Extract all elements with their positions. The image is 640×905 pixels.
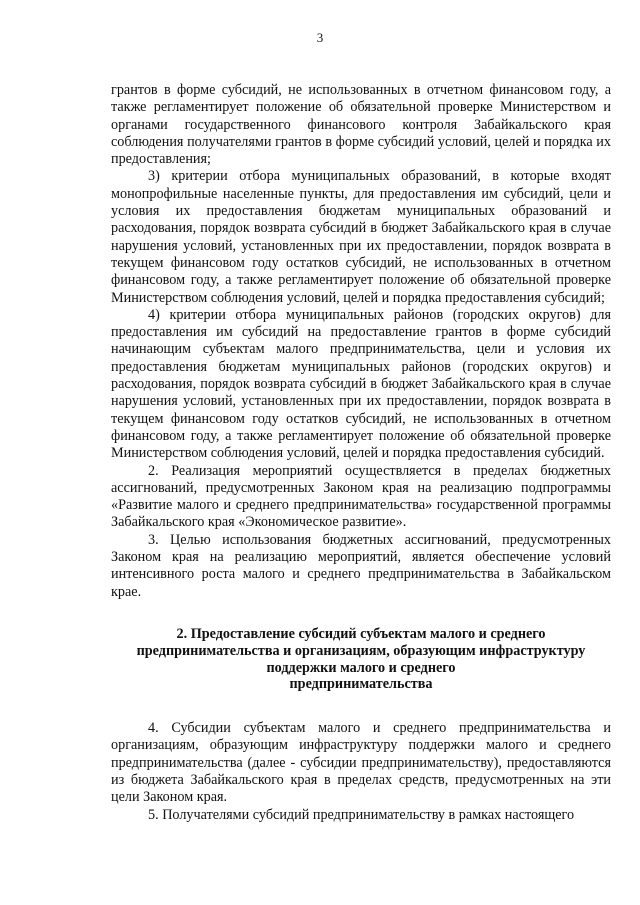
paragraph-item-3: 3) критерии отбора муниципальных образований, в которые входят монопрофильные населенные пункты, для предоставления им субсидий, цели и условия их предоставления бюджетам муниципальных образований и расходования, порядок возврата субсидий в бюджет Забайкальского края в случае нарушения условий, установленных при их предоставлении, порядок возврата в текущем финансовом году остатков субсидий, не использованных в отчетном финансовом году, а также регламентирует положение об обязательной проверке Министерством соблюдения условий, целей и порядка предоставления субсидий; [111, 168, 611, 306]
paragraph-clause-4: 4. Субсидии субъектам малого и среднего предпринимательства и организациям, образующим инфраструктуру поддержки малого и среднего предпринимательства (далее - субсидии предпринимательству), предоставляются из бюджета Забайкальского края в пределах средств, предусмотренных на эти цели Законом края. [111, 720, 611, 806]
paragraph-grants-continuation: грантов в форме субсидий, не использованных в отчетном финансовом году, а также регламентирует положение об обязательной проверке Министерством и органами государственного финансового контроля Забайкальского края соблюдения получателями грантов в форме субсидий условий, целей и порядка их предоставления; [111, 82, 611, 168]
document-body [111, 82, 611, 824]
section-heading-line: предпринимательства и организациям, образующим инфраструктуру [136, 642, 586, 659]
section-heading-line: предпринимательства [289, 676, 433, 693]
section-heading [111, 626, 611, 693]
paragraph-item-4: 4) критерии отбора муниципальных районов (городских округов) для предоставления им субсидий на предоставление грантов в форме субсидий начинающим субъектам малого предпринимательства, цели и условия их предоставления бюджетам муниципальных районов (городских округов) и расходования, порядок возврата субсидий в бюджет Забайкальского края в случае нарушения условий, установленных при их предоставлении, порядок возврата в текущем финансовом году остатков субсидий, не использованных в отчетном финансовом году, а также регламентирует положение об обязательной проверке Министерством соблюдения условий, целей и порядка предоставления субсидий. [111, 306, 611, 462]
paragraph-clause-2: 2. Реализация мероприятий осуществляется в пределах бюджетных ассигнований, предусмотренных Законом края на реализацию подпрограммы «Развитие малого и среднего предпринимательства» государственной программы Забайкальского края «Экономическое развитие». [111, 462, 611, 531]
paragraph-clause-3: 3. Целью использования бюджетных ассигнований, предусмотренных Законом края на реализацию мероприятий, является обеспечение условий интенсивного роста малого и среднего предпринимательства в Забайкальском крае. [111, 531, 611, 600]
section-heading-line: поддержки малого и среднего [266, 659, 456, 676]
page-number: 3 [316, 30, 324, 45]
section-heading-line: 2. Предоставление субсидий субъектам малого и среднего [176, 625, 546, 642]
paragraph-clause-5: 5. Получателями субсидий предпринимательству в рамках настоящего [148, 806, 575, 823]
